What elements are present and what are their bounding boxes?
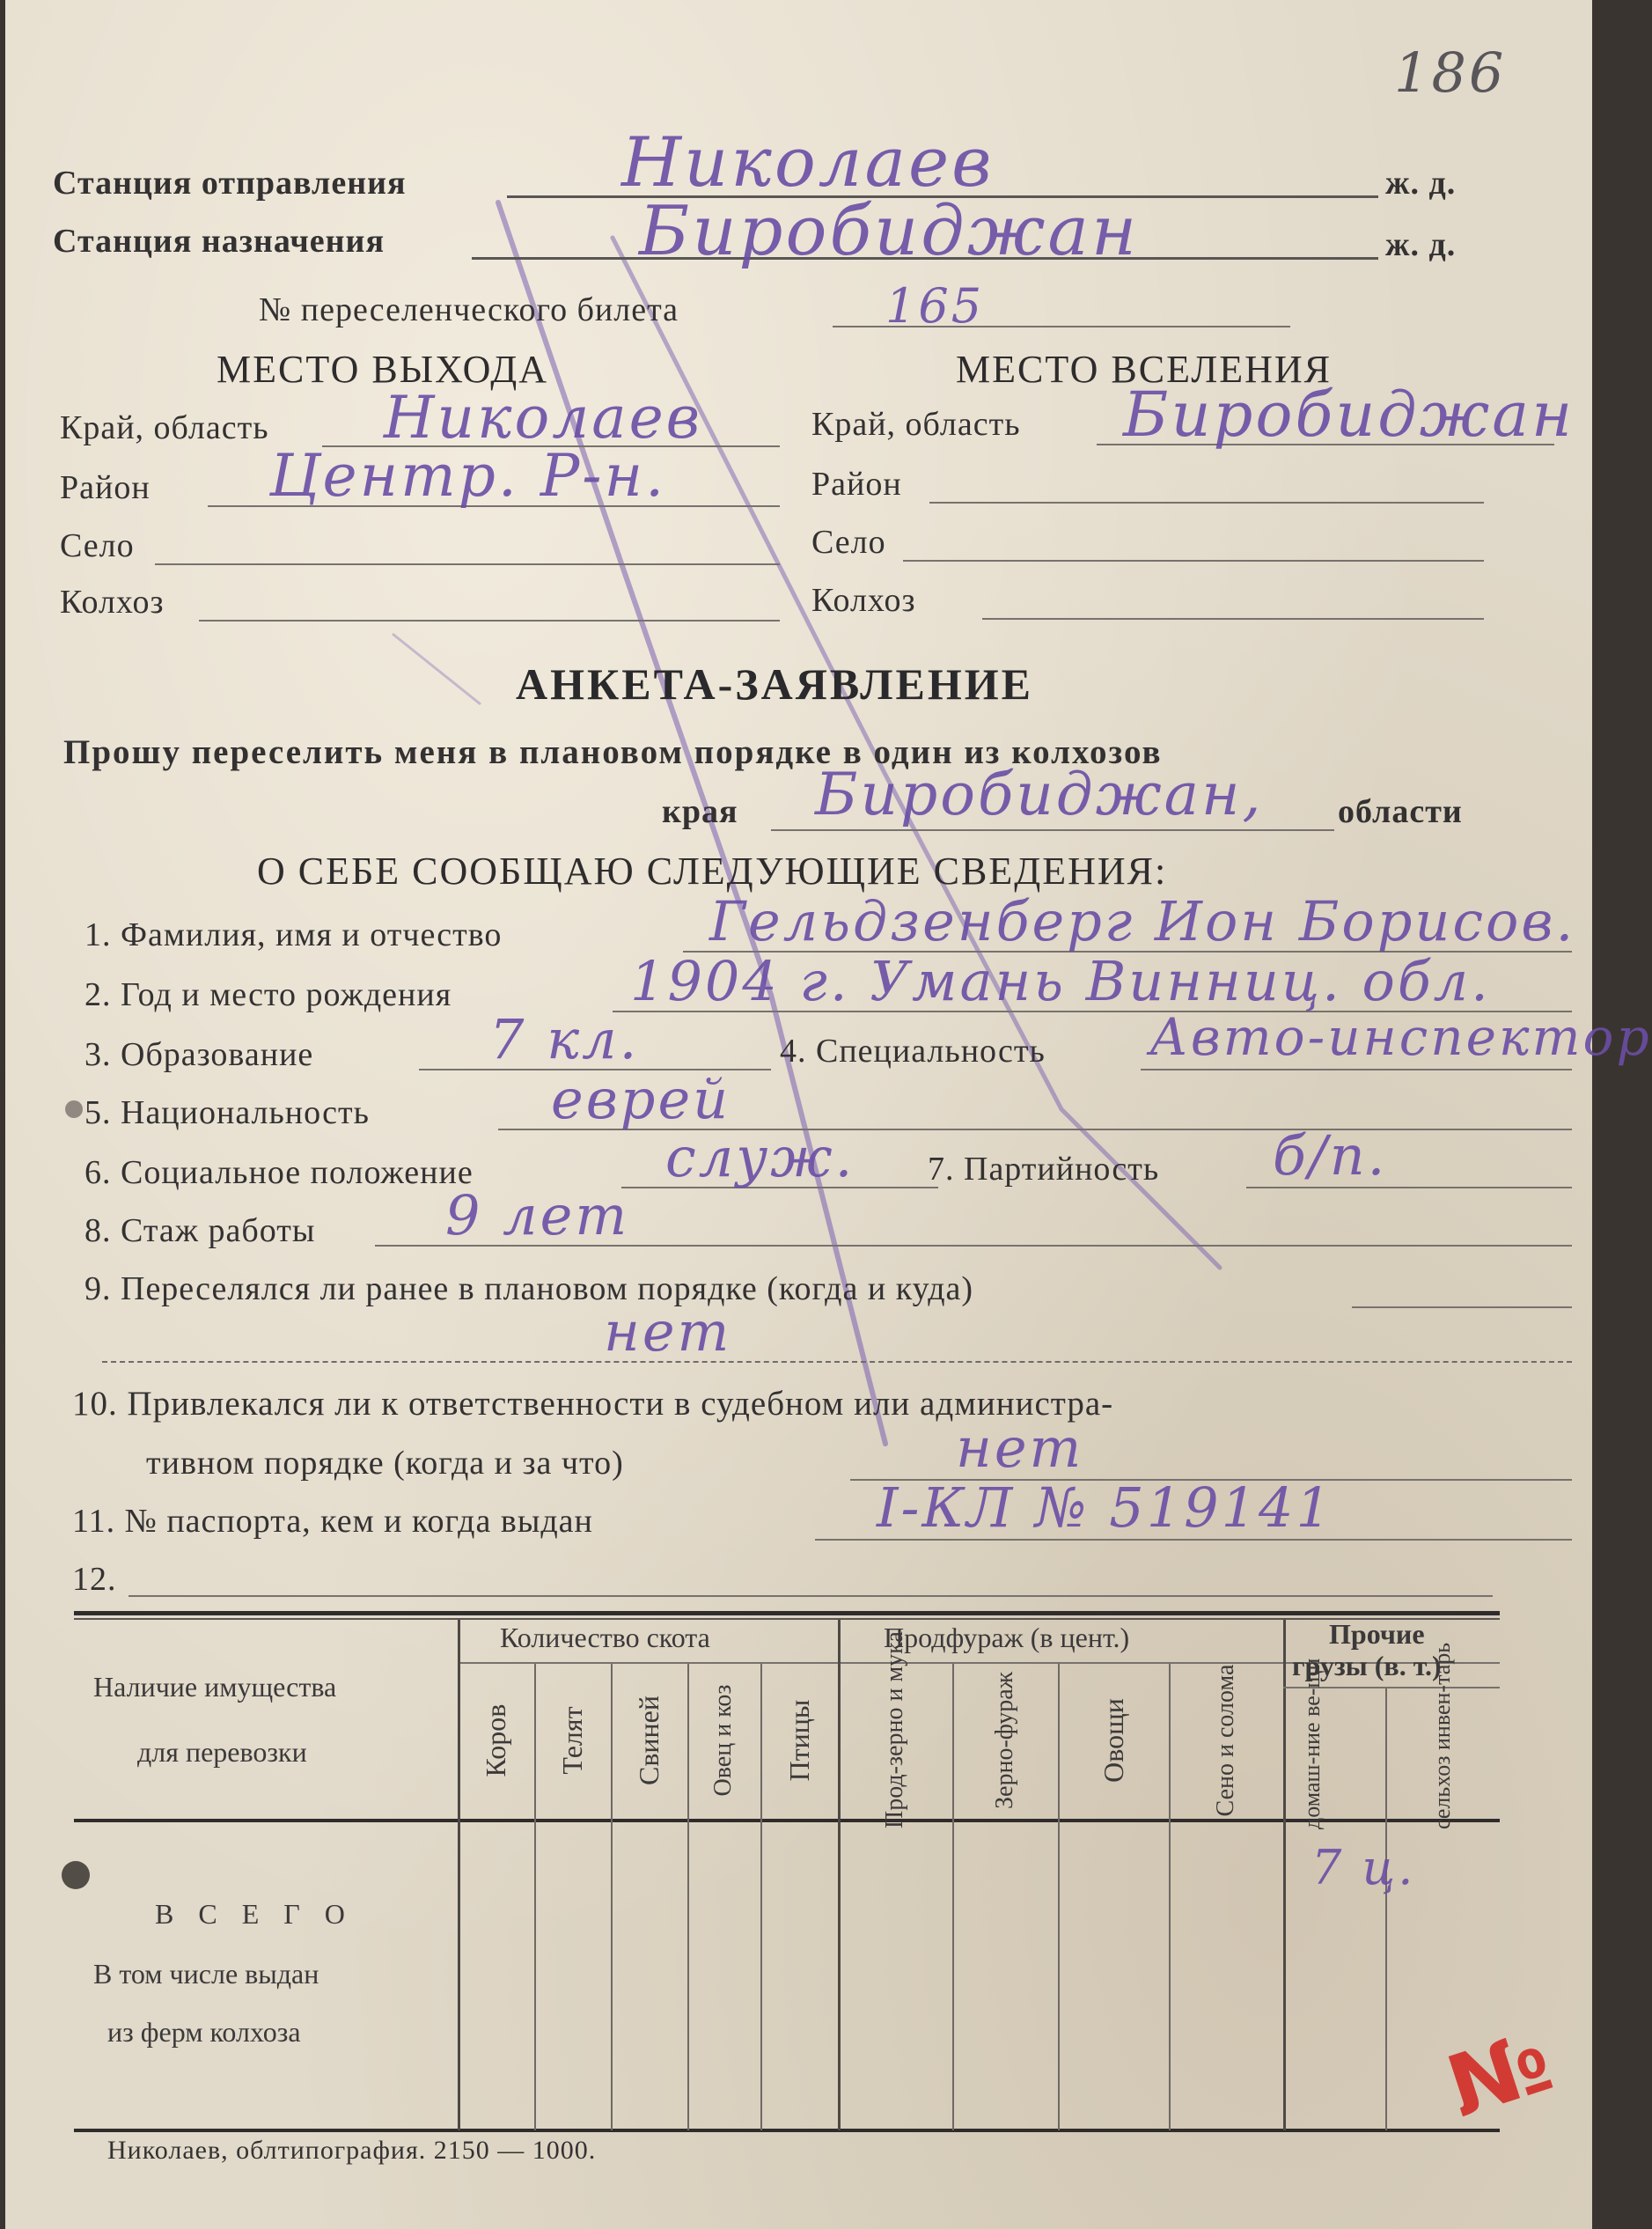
table-vline-6 bbox=[952, 1664, 954, 2130]
table-issued-line2: из ферм колхоза bbox=[107, 2016, 301, 2048]
field-5-value: еврей bbox=[551, 1067, 731, 1131]
table-top-rule bbox=[74, 1611, 1500, 1615]
table-row-header-line2: для перевозки bbox=[137, 1736, 307, 1768]
table-vline-10 bbox=[1385, 1688, 1387, 2130]
field-10-value: нет bbox=[956, 1416, 1084, 1480]
destination-kolkhoz-line bbox=[982, 618, 1484, 620]
table-vline-1 bbox=[534, 1664, 536, 2130]
field-1-label: 1. Фамилия, имя и отчество bbox=[84, 916, 503, 953]
table-vline-7 bbox=[1058, 1664, 1060, 2130]
origin-village-label: Село bbox=[60, 527, 135, 564]
destination-region-label: Край, область bbox=[811, 406, 1021, 443]
destination-village-label: Село bbox=[811, 524, 886, 561]
table-vline-0 bbox=[458, 1620, 460, 2130]
info-heading: О СЕБЕ СООБЩАЮ СЛЕДУЮЩИЕ СВЕДЕНИЯ: bbox=[257, 850, 1168, 893]
col-pigs: Свиней bbox=[633, 1695, 664, 1786]
table-total-label: В С Е Г О bbox=[155, 1898, 354, 1930]
destination-rail-suffix: ж. д. bbox=[1385, 226, 1457, 263]
ticket-value: 165 bbox=[885, 278, 985, 334]
destination-heading: МЕСТО ВСЕЛЕНИЯ bbox=[956, 348, 1333, 391]
origin-district-label: Район bbox=[60, 469, 151, 506]
field-4-value: Авто-инспектор bbox=[1149, 1007, 1652, 1067]
request-kray-label: края bbox=[662, 793, 738, 830]
table-group-fodder: Продфураж (в цент.) bbox=[884, 1622, 1130, 1653]
table-group-livestock: Количество скота bbox=[500, 1622, 710, 1653]
ticket-label: № переселенческого билета bbox=[259, 291, 679, 328]
field-10-label-line1: 10. Привлекался ли к ответственности в судебном или администра- bbox=[72, 1385, 1114, 1423]
field-6-value: служ. bbox=[665, 1125, 855, 1189]
destination-station-label: Станция назначения bbox=[53, 223, 385, 260]
printer-imprint: Николаев, облтипография. 2150 — 1000. bbox=[107, 2136, 597, 2165]
col-grain-flour: Прод-зерно и мука bbox=[881, 1631, 908, 1828]
origin-kolkhoz-line bbox=[199, 620, 780, 622]
table-vline-4 bbox=[760, 1664, 762, 2130]
field-4-line bbox=[1141, 1069, 1572, 1070]
table-vline-9 bbox=[1283, 1620, 1286, 2130]
destination-district-line bbox=[929, 502, 1484, 504]
field-3-label: 3. Образование bbox=[84, 1036, 314, 1073]
table-vline-5 bbox=[838, 1620, 841, 2130]
origin-village-line bbox=[155, 563, 780, 565]
origin-region-value: Николаев bbox=[384, 384, 703, 452]
table-vline-2 bbox=[611, 1664, 613, 2130]
table-vline-8 bbox=[1169, 1664, 1171, 2130]
field-2-label: 2. Год и место рождения bbox=[84, 976, 452, 1013]
table-bottom-rule bbox=[74, 2129, 1500, 2132]
field-12-line bbox=[128, 1595, 1493, 1597]
col-household-items: домаш-ние ве-щи bbox=[1299, 1658, 1325, 1829]
form-sheet bbox=[5, 0, 1652, 2229]
table-group-other-line1: Прочие bbox=[1329, 1618, 1425, 1650]
household-items-value: 7 ц. bbox=[1311, 1840, 1416, 1895]
departure-station-label: Станция отправления bbox=[53, 165, 407, 202]
col-hay-straw: Сено и солома bbox=[1212, 1664, 1239, 1817]
table-group-other-line2: грузы (в. т.) bbox=[1292, 1650, 1442, 1681]
destination-village-line bbox=[903, 560, 1484, 562]
field-6-label: 6. Социальное положение bbox=[84, 1154, 474, 1191]
field-1-value: Гельдзенберг Ион Борисов. bbox=[709, 889, 1576, 953]
field-10-label-line2: тивном порядке (когда и за что) bbox=[146, 1445, 624, 1482]
origin-district-value: Центр. Р-н. bbox=[269, 442, 667, 510]
departure-station-value: Николаев bbox=[621, 123, 995, 202]
page-number: 186 bbox=[1394, 40, 1507, 105]
field-7-label: 7. Партийность bbox=[928, 1151, 1160, 1188]
red-pencil-mark: № bbox=[1435, 2011, 1563, 2137]
field-8-label: 8. Стаж работы bbox=[84, 1212, 316, 1249]
field-7-value: б/п. bbox=[1273, 1123, 1388, 1188]
table-top-rule-2 bbox=[74, 1618, 1500, 1620]
field-11-value: I-КЛ № 519141 bbox=[877, 1475, 1333, 1540]
field-5-label: 5. Национальность bbox=[84, 1094, 370, 1131]
request-kray-value: Биробиджан, bbox=[815, 761, 1264, 828]
field-9-line bbox=[1352, 1306, 1572, 1308]
col-calves: Телят bbox=[556, 1706, 588, 1775]
col-farm-tools: сельхоз инвен-тарь bbox=[1429, 1642, 1455, 1829]
request-line: Прошу переселить меня в плановом порядке в один из колхозов bbox=[63, 733, 1163, 771]
destination-district-label: Район bbox=[811, 466, 902, 503]
field-8-value: 9 лет bbox=[445, 1183, 630, 1247]
col-poultry: Птицы bbox=[783, 1699, 815, 1782]
request-kray-line bbox=[771, 829, 1334, 831]
field-2-value: 1904 г. Умань Винниц. обл. bbox=[630, 949, 1491, 1013]
col-cows: Коров bbox=[480, 1703, 511, 1777]
field-12-label: 12. bbox=[72, 1561, 117, 1598]
departure-rail-suffix: ж. д. bbox=[1385, 165, 1457, 202]
col-grain-fodder: Зерно-фураж bbox=[991, 1672, 1018, 1809]
form-title: АНКЕТА-ЗАЯВЛЕНИЕ bbox=[516, 659, 1034, 709]
field-9-value: нет bbox=[604, 1299, 732, 1364]
destination-kolkhoz-label: Колхоз bbox=[811, 582, 916, 619]
field-9-label: 9. Переселялся ли ранее в плановом порядке (когда и куда) bbox=[84, 1270, 974, 1307]
destination-region-value: Биробиджан bbox=[1123, 379, 1575, 451]
table-vline-3 bbox=[687, 1664, 689, 2130]
origin-region-label: Край, область bbox=[60, 409, 269, 446]
destination-station-value: Биробиджан bbox=[639, 192, 1140, 271]
col-sheep-goats: Овец и коз bbox=[709, 1684, 737, 1797]
col-vegetables: Овощи bbox=[1098, 1698, 1129, 1783]
origin-heading: МЕСТО ВЫХОДА bbox=[217, 348, 549, 391]
table-row-header-line1: Наличие имущества bbox=[93, 1671, 337, 1703]
field-11-label: 11. № паспорта, кем и когда выдан bbox=[72, 1503, 593, 1540]
request-oblast-label: области bbox=[1338, 793, 1463, 830]
origin-kolkhoz-label: Колхоз bbox=[60, 584, 165, 621]
table-issued-line1: В том числе выдан bbox=[93, 1958, 319, 1990]
field-3-value: 7 кл. bbox=[489, 1007, 640, 1071]
field-9-line-2 bbox=[102, 1361, 1572, 1363]
field-4-label: 4. Специальность bbox=[780, 1033, 1046, 1070]
